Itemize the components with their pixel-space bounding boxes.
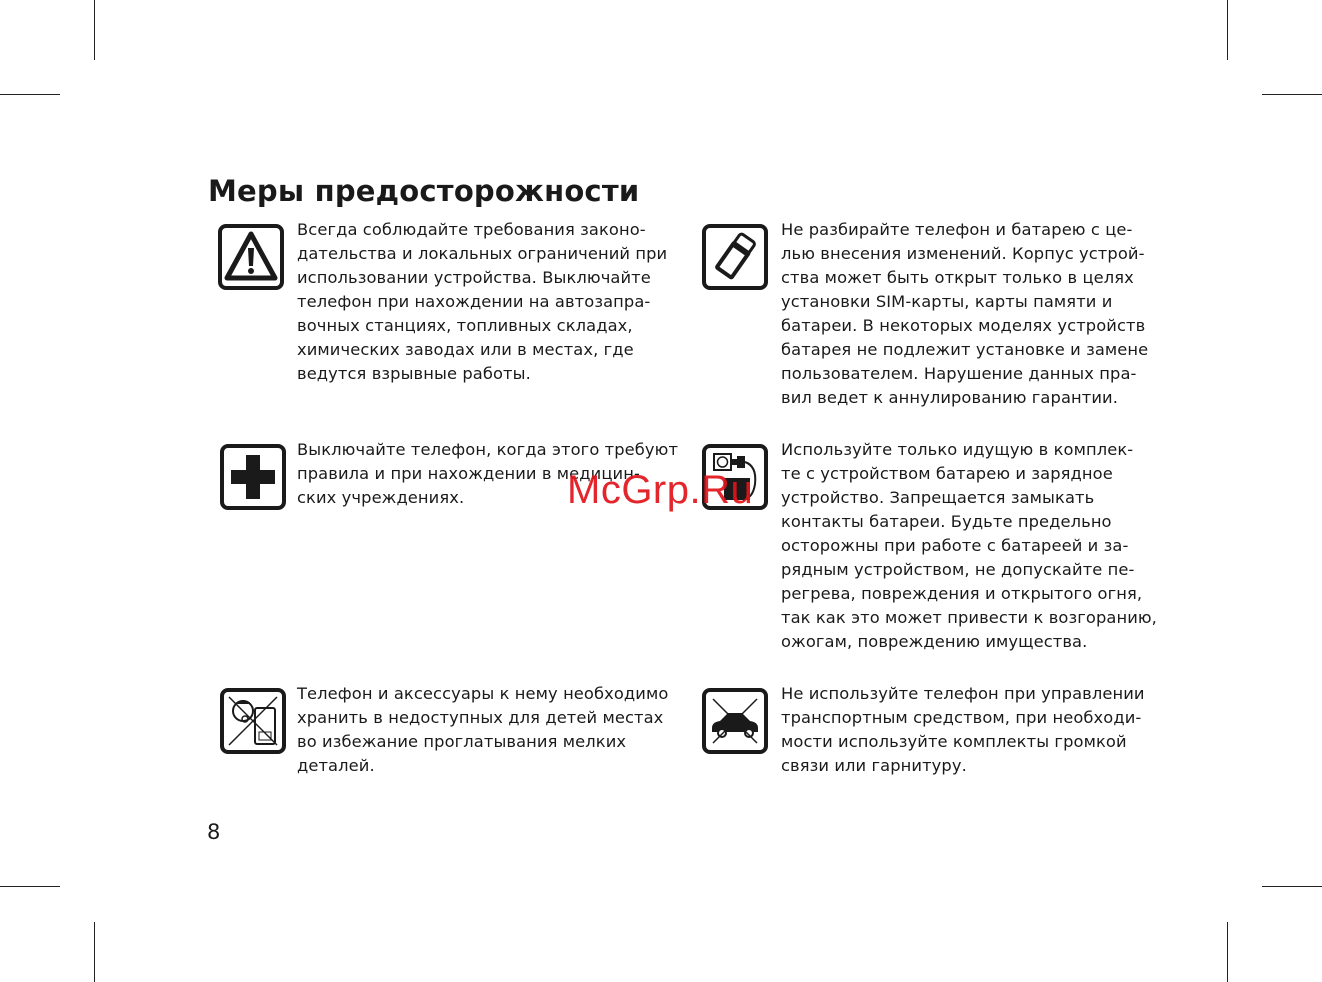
no-children-sim-icon xyxy=(220,688,286,754)
precaution-text xyxy=(781,218,1148,410)
text-line: устройство. Запрещается замыкать xyxy=(781,488,1095,507)
crop-mark xyxy=(0,886,60,887)
text-line: лью внесения изменений. Корпус устрой- xyxy=(781,244,1145,263)
text-line: мости используйте комплекты громкой xyxy=(781,732,1127,751)
text-line: Выключайте телефон, когда этого требуют xyxy=(297,440,679,459)
text-line: рядным устройством, не допускайте пе- xyxy=(781,560,1135,579)
page-number: 8 xyxy=(207,820,221,844)
text-line: контакты батареи. Будьте предельно xyxy=(781,512,1112,531)
watermark: McGrp.Ru xyxy=(567,468,754,512)
text-line: ожогам, повреждению имущества. xyxy=(781,632,1088,651)
text-line: те с устройством батарею и зарядное xyxy=(781,464,1113,483)
crop-mark xyxy=(1227,0,1228,60)
crop-mark xyxy=(1227,922,1228,982)
text-line: Не разбирайте телефон и батарею с це- xyxy=(781,220,1133,239)
text-line: регрева, повреждения и открытого огня, xyxy=(781,584,1143,603)
crop-mark xyxy=(1262,886,1322,887)
battery-disassembly-icon xyxy=(702,224,768,290)
text-line: телефон при нахождении на автозапра- xyxy=(297,292,651,311)
text-line: Не используйте телефон при управлении xyxy=(781,684,1145,703)
precaution-text xyxy=(297,218,667,386)
crop-mark xyxy=(94,922,95,982)
crop-mark xyxy=(0,94,60,95)
text-line: ства может быть открыт только в целях xyxy=(781,268,1134,287)
text-line: осторожны при работе с батареей и за- xyxy=(781,536,1129,555)
text-line: дательства и локальных ограничений при xyxy=(297,244,668,263)
text-line: так как это может привести к возгоранию, xyxy=(781,608,1157,627)
crop-mark xyxy=(94,0,95,60)
precaution-text xyxy=(781,438,1157,654)
page-title: Меры предосторожности xyxy=(208,174,640,208)
text-line: Используйте только идущую в комплек- xyxy=(781,440,1134,459)
text-line: батареи. В некоторых моделях устройств xyxy=(781,316,1146,335)
text-line: использовании устройства. Выключайте xyxy=(297,268,651,287)
text-line: вочных станциях, топливных складах, xyxy=(297,316,633,335)
text-line: ских учреждениях. xyxy=(297,488,465,507)
precaution-text xyxy=(297,682,668,778)
text-line: связи или гарнитуру. xyxy=(781,756,967,775)
text-line: ведутся взрывные работы. xyxy=(297,364,531,383)
no-driving-icon xyxy=(702,688,768,754)
text-line: Телефон и аксессуары к нему необходимо xyxy=(297,684,669,703)
text-line: химических заводах или в местах, где xyxy=(297,340,634,359)
text-line: во избежание проглатывания мелких xyxy=(297,732,627,751)
text-line: транспортным средством, при необходи- xyxy=(781,708,1142,727)
text-line: батарея не подлежит установке и замене xyxy=(781,340,1149,359)
text-line: установки SIM-карты, карты памяти и xyxy=(781,292,1113,311)
text-line: вил ведет к аннулированию гарантии. xyxy=(781,388,1118,407)
crop-mark xyxy=(1262,94,1322,95)
text-line: хранить в недоступных для детей местах xyxy=(297,708,664,727)
precaution-text xyxy=(781,682,1145,778)
text-line: Всегда соблюдайте требования законо- xyxy=(297,220,646,239)
warning-triangle-icon xyxy=(218,224,284,290)
text-line: правила и при нахождении в медицин- xyxy=(297,464,640,483)
text-line: деталей. xyxy=(297,756,375,775)
text-line: пользователем. Нарушение данных пра- xyxy=(781,364,1137,383)
medical-cross-icon xyxy=(220,444,286,510)
